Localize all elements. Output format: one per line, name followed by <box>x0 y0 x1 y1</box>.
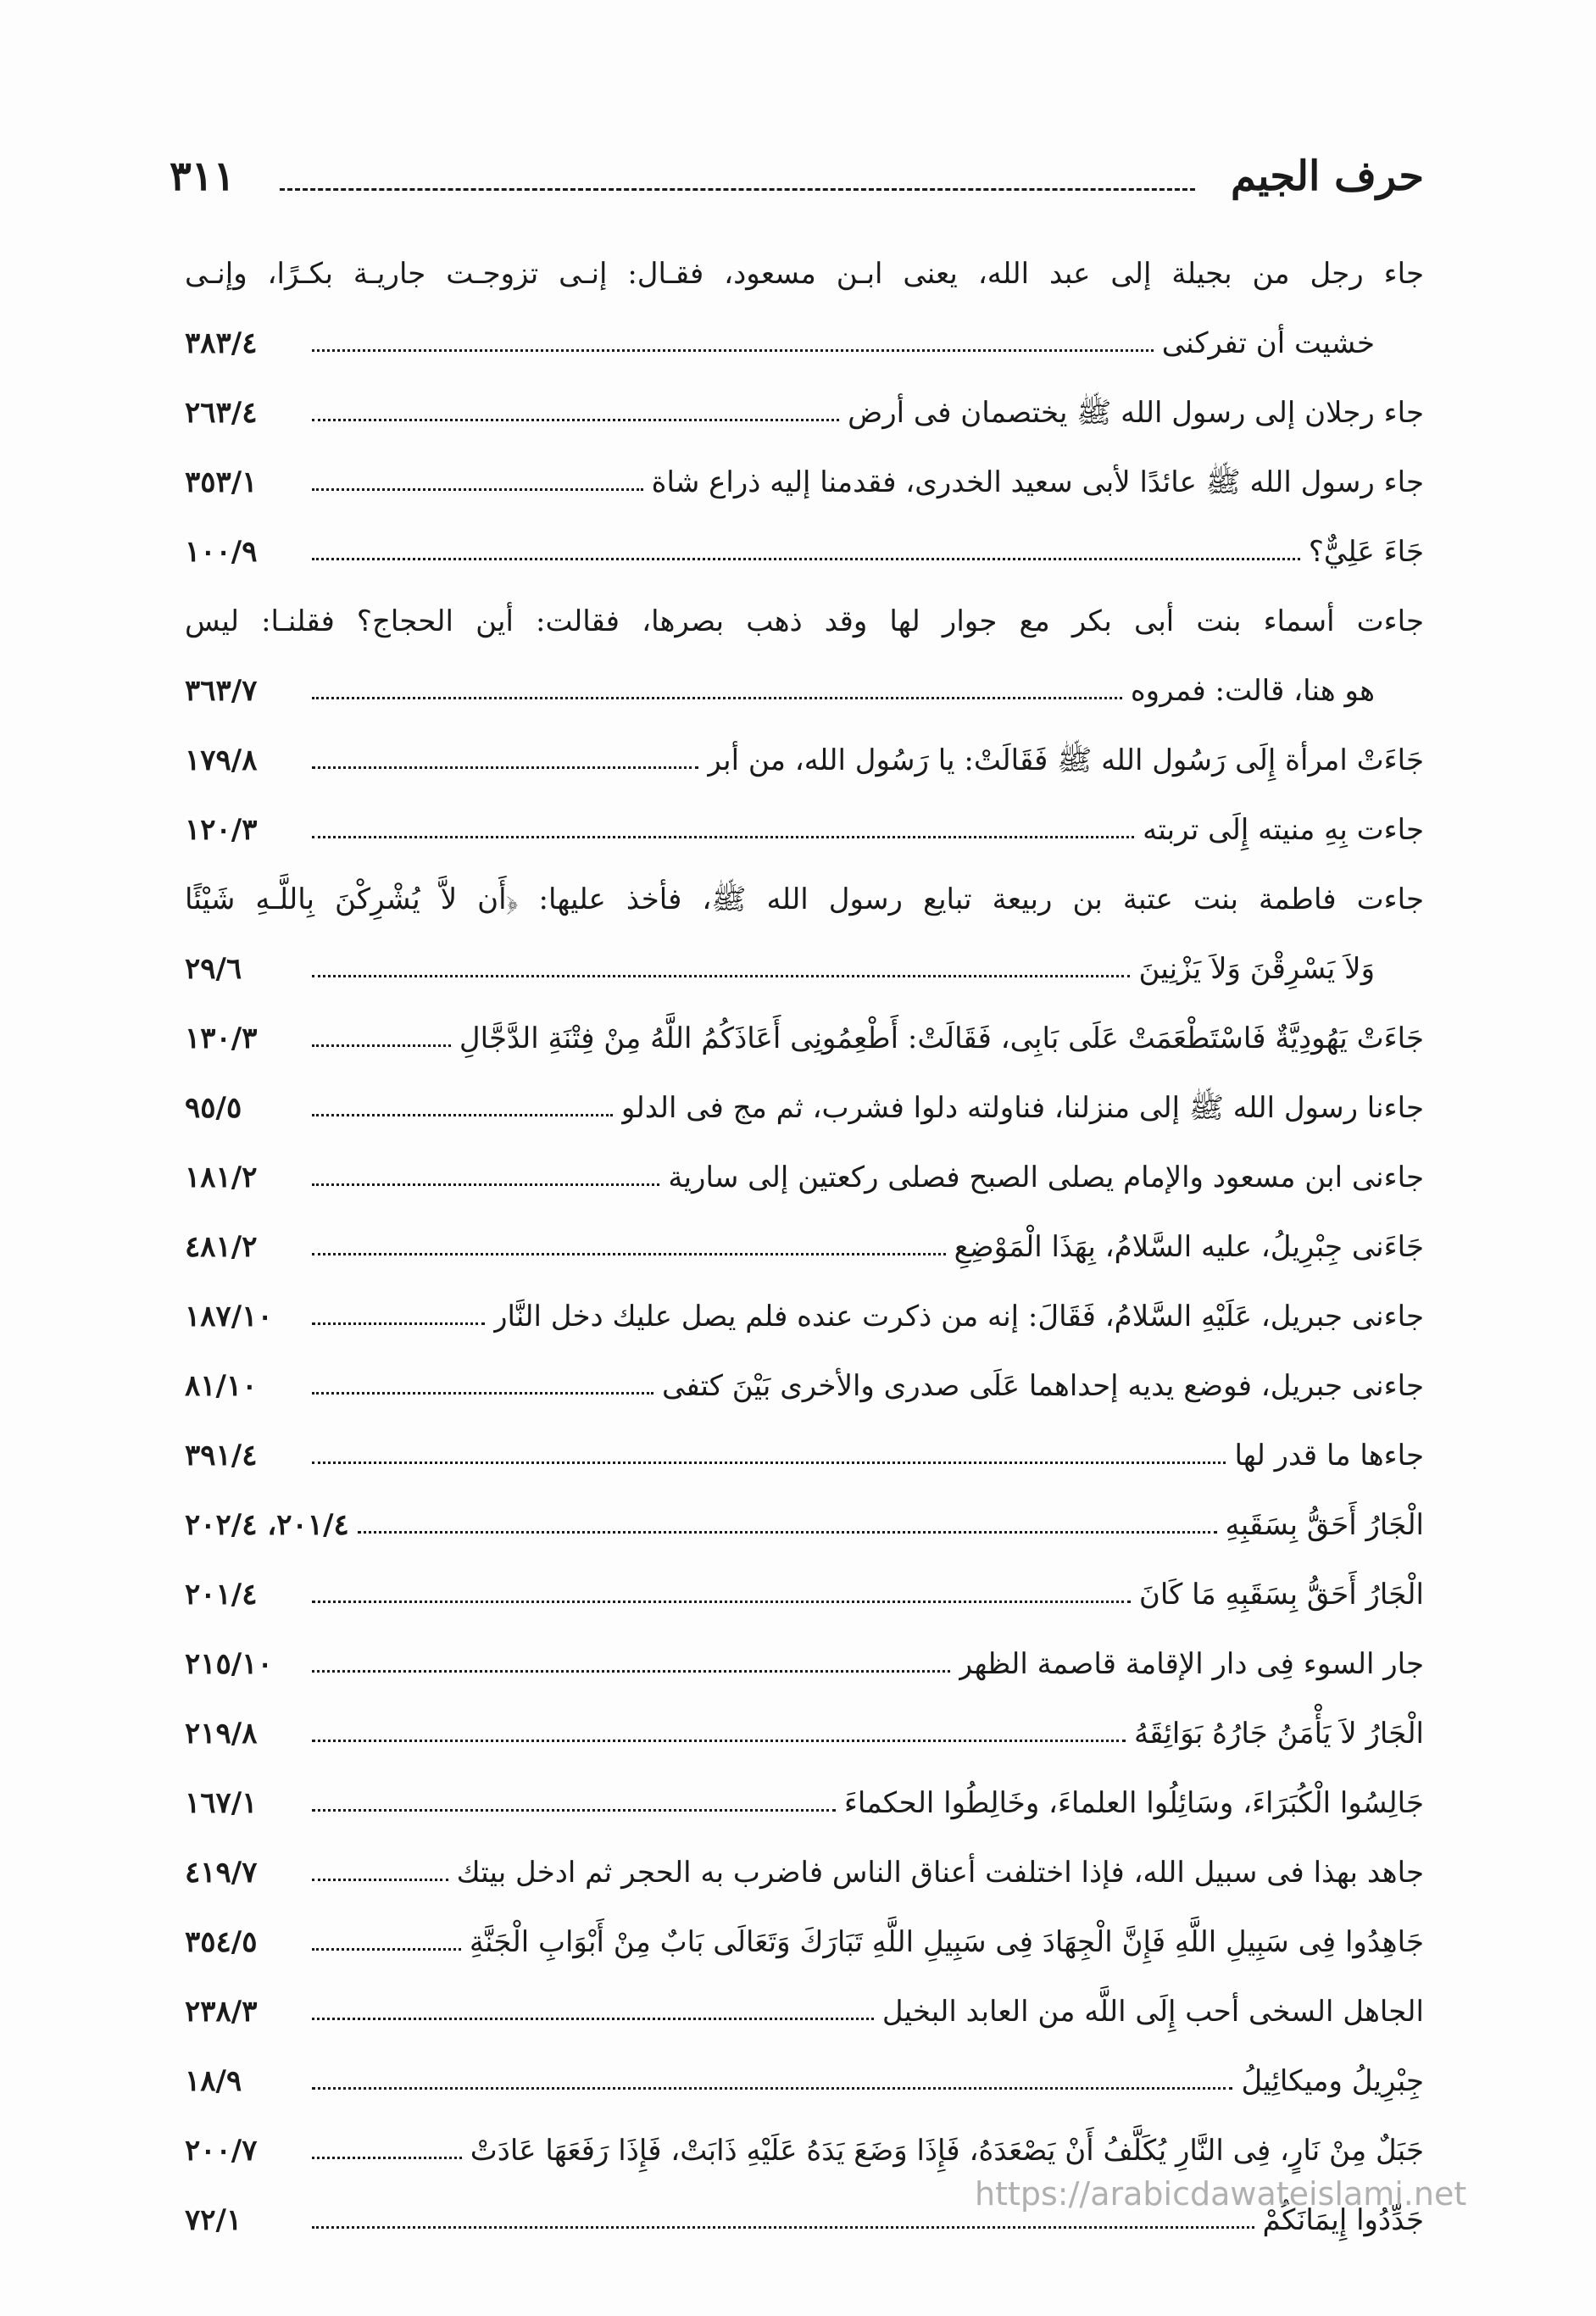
volume-page-ref: ٩٥/٥ <box>185 1091 242 1125</box>
index-entry <box>185 865 1424 1004</box>
volume-page-ref: ٣٩١/٤ <box>185 1439 258 1473</box>
dot-leader <box>312 1809 836 1812</box>
volume-page-ref: ٢٣٨/٣ <box>185 1995 258 2029</box>
entry-line <box>185 1421 1424 1490</box>
dot-leader <box>312 1461 1226 1464</box>
entry-line <box>185 1838 1424 1907</box>
dot-leader <box>312 419 839 421</box>
volume-page-ref: ٢١٩/٨ <box>185 1717 258 1751</box>
entry-text: وَلاَ يَسْرِقْنَ وَلاَ يَزْنِينَ <box>1138 952 1375 986</box>
entry-line <box>185 309 1424 378</box>
page-number: ٣١١ <box>170 153 236 200</box>
index-entry <box>185 1768 1424 1838</box>
entry-text: جار السوء فِى دار الإقامة قاصمة الظهر <box>958 1647 1424 1681</box>
entry-line <box>185 517 1424 587</box>
index-entry <box>185 1560 1424 1629</box>
entry-text: الجاهل السخى أحب إِلَى اللَّه من العابد البخيل <box>881 1995 1424 2029</box>
index-entry <box>185 1490 1424 1560</box>
entry-text: جاء رجلان إلى رسول الله ﷺ يختصمان فى أرض <box>848 396 1424 430</box>
entry-text: جَبَلٌ مِنْ نَارٍ، فِى النَّارِ يُكَلَّفُ أَنْ يَصْعَدَهُ، فَإِذَا وَضَعَ يَدَهُ عَلَيْهِ ذَابَتْ، فَإِذَا رَفَعَهَا عَادَتْ <box>470 2134 1424 2168</box>
dot-leader <box>312 558 1300 560</box>
index-entry <box>185 2046 1424 2116</box>
index-entry <box>185 1212 1424 1282</box>
entry-line <box>185 378 1424 448</box>
entry-text: جاءنى جبريل، فوضع يديه إحداهما عَلَى صدرى والأخرى بَيْنَ كتفى <box>661 1369 1424 1403</box>
entry-text: جاءنى جبريل، عَلَيْهِ السَّلامُ، فَقَالَ: إنه من ذكرت عنده فلم يصل عليك دخل النَّار <box>493 1300 1424 1333</box>
entry-text: جاهد بهذا فى سبيل الله، فإذا اختلفت أعناق الناس فاضرب به الحجر ثم ادخل بيتك <box>456 1856 1424 1890</box>
index-entry <box>185 1907 1424 1977</box>
volume-page-ref: ١٧٩/٨ <box>185 743 258 777</box>
volume-page-ref: ٤١٩/٧ <box>185 1856 258 1890</box>
dot-leader <box>312 2226 1254 2229</box>
index-entry <box>185 1143 1424 1212</box>
volume-page-ref: ٣٨٣/٤ <box>185 326 258 360</box>
index-entry <box>185 378 1424 448</box>
entry-text: الْجَارُ أَحَقُّ بِسَقَبِهِ مَا كَانَ <box>1138 1578 1424 1612</box>
entry-line <box>185 1004 1424 1073</box>
dot-leader <box>312 2018 874 2020</box>
hadith-index-list <box>185 239 1424 2255</box>
header-dashed-rule <box>280 188 1195 191</box>
volume-page-ref: ٢٦٣/٤ <box>185 396 258 430</box>
entry-text: جَاءَتْ امرأة إِلَى رَسُول الله ﷺ فَقَالَتْ: يا رَسُول الله، من أبر <box>707 743 1424 777</box>
dot-leader <box>312 1253 946 1255</box>
index-entry <box>185 517 1424 587</box>
entry-text: جَدِّدُوا إِيمَانَكُمْ <box>1262 2203 1424 2237</box>
entry-text: جاء رسول الله ﷺ عائدًا لأبى سعيد الخدرى، فقدمنا إليه ذراع شاة <box>651 465 1424 499</box>
volume-page-ref: ٢١٥/١٠ <box>185 1647 273 1681</box>
entry-line <box>185 1907 1424 1977</box>
index-entry <box>185 726 1424 795</box>
dot-leader <box>312 1114 613 1116</box>
dot-leader <box>312 1044 451 1047</box>
chapter-title: حرف الجيم <box>1231 153 1424 200</box>
entry-text: جَاءَتْ يَهُودِيَّةٌ فَاسْتَطْعَمَتْ عَلَى بَابِى، فَقَالَتْ: أَطْعِمُونِى أَعَاذَكُمُ اللَّهُ مِنْ فِتْنَةِ الدَّجَّالِ <box>459 1022 1424 1055</box>
volume-page-ref: ٢٠١/٤، ٢٠٢/٤ <box>185 1508 349 1542</box>
dot-leader <box>312 836 1134 838</box>
volume-page-ref: ٣٥٣/١ <box>185 465 258 499</box>
volume-page-ref: ١٢٠/٣ <box>185 813 258 847</box>
entry-text: جاءنا رسول الله ﷺ إلى منزلنا، فناولته دلوا فشرب، ثم مج فى الدلو <box>620 1091 1424 1125</box>
entry-line <box>185 1977 1424 2046</box>
dot-leader <box>312 975 1130 977</box>
entry-line <box>185 1351 1424 1421</box>
entry-line <box>185 726 1424 795</box>
entry-line <box>185 1768 1424 1838</box>
entry-text: جِبْرِيلُ وميكائِيلُ <box>1241 2064 1424 2098</box>
entry-text: جاءنى ابن مسعود والإمام يصلى الصبح فصلى ركعتين إلى سارية <box>668 1161 1424 1194</box>
volume-page-ref: ٣٦٣/٧ <box>185 674 258 708</box>
volume-page-ref: ٢٠٠/٧ <box>185 2134 258 2168</box>
volume-page-ref: ٢٩/٦ <box>185 952 242 986</box>
dot-leader <box>312 2087 1232 2090</box>
dot-leader <box>312 1879 448 1881</box>
volume-page-ref: ١٨١/٢ <box>185 1161 258 1194</box>
entry-line <box>185 2046 1424 2116</box>
entry-line <box>185 239 1424 309</box>
entry-text: الْجَارُ لاَ يَأْمَنُ جَارُهُ بَوَائِقَهُ <box>1133 1717 1424 1751</box>
index-entry <box>185 1977 1424 2046</box>
dot-leader <box>312 766 698 769</box>
entry-text: جاءها ما قدر لها <box>1234 1439 1424 1473</box>
index-entry <box>185 239 1424 378</box>
index-entry <box>185 1838 1424 1907</box>
entry-line <box>185 934 1424 1004</box>
entry-line <box>185 587 1424 656</box>
entry-text: جاءت أسماء بنت أبى بكر مع جوار لها وقد ذهب بصرها، فقالت: أين الحجاج؟ فقلنـا: ليس <box>185 604 1424 638</box>
volume-page-ref: ١٦٧/١ <box>185 1786 258 1820</box>
dot-leader <box>312 1670 950 1673</box>
entry-text: الْجَارُ أَحَقُّ بِسَقَبِهِ <box>1225 1508 1424 1542</box>
volume-page-ref: ١٨٧/١٠ <box>185 1300 273 1333</box>
dot-leader <box>312 1948 461 1951</box>
entry-text: جَالِسُوا الْكُبَرَاءَ، وسَائِلُوا العلماءَ، وخَالِطُوا الحكماءَ <box>843 1786 1424 1820</box>
entry-line <box>185 1282 1424 1351</box>
dot-leader <box>312 1392 653 1395</box>
dot-leader <box>312 1183 659 1186</box>
entry-text: جَاءَ عَلِيٌّ؟ <box>1308 535 1424 569</box>
page-header <box>170 153 1424 212</box>
entry-line <box>185 1629 1424 1699</box>
index-entry <box>185 1699 1424 1768</box>
volume-page-ref: ٢٠١/٤ <box>185 1578 258 1612</box>
entry-text: جاء رجل من بجيلة إلى عبد الله، يعنى ابـن مسعود، فقـال: إنـى تزوجـت جاريـة بكـرًا، وإنـى <box>185 257 1424 291</box>
entry-text: هو هنا، قالت: فمروه <box>1130 674 1375 708</box>
volume-page-ref: ٨١/١٠ <box>185 1369 258 1403</box>
dot-leader <box>312 1322 485 1325</box>
volume-page-ref: ٤٨١/٢ <box>185 1230 258 1264</box>
index-entry <box>185 1073 1424 1143</box>
index-entry <box>185 1421 1424 1490</box>
index-entry <box>185 1629 1424 1699</box>
index-entry <box>185 1004 1424 1073</box>
entry-text: جَاهِدُوا فِى سَبِيلِ اللَّهِ فَإِنَّ الْجِهَادَ فِى سَبِيلِ اللَّهِ تَبَارَكَ وَتَعَالَى بَابٌ مِنْ أَبْوَابِ الْجَنَّةِ <box>469 1925 1424 1959</box>
index-entry <box>185 448 1424 517</box>
dot-leader <box>312 1740 1126 1742</box>
entry-line <box>185 795 1424 865</box>
index-entry <box>185 795 1424 865</box>
index-entry <box>185 1282 1424 1351</box>
index-entry <box>185 1351 1424 1421</box>
entry-line <box>185 1073 1424 1143</box>
entry-text: جاءت بِهِ منيته إِلَى تربته <box>1143 813 1424 847</box>
entry-line <box>185 1490 1424 1560</box>
watermark-url: https://arabicdawateislami.net <box>975 2175 1467 2213</box>
entry-line <box>185 1212 1424 1282</box>
volume-page-ref: ١٠٠/٩ <box>185 535 258 569</box>
entry-line <box>185 865 1424 934</box>
entry-line <box>185 1560 1424 1629</box>
entry-line <box>185 656 1424 726</box>
volume-page-ref: ٣٥٤/٥ <box>185 1925 258 1959</box>
dot-leader <box>312 697 1122 699</box>
dot-leader <box>312 349 1154 352</box>
entry-text: جاءت فاطمة بنت عتبة بن ربيعة تبايع رسول الله ﷺ، فأخذ عليها: ﴿أَن لاَّ يُشْرِكْنَ بِاللَّـهِ شَيْئًا <box>185 882 1424 916</box>
dot-leader <box>312 2157 462 2159</box>
entry-line <box>185 1699 1424 1768</box>
entry-text: جَاءَنى جِبْرِيلُ، عليه السَّلامُ، بِهَذَا الْمَوْضِعِ <box>954 1230 1424 1264</box>
volume-page-ref: ٧٢/١ <box>185 2203 242 2237</box>
volume-page-ref: ١٨/٩ <box>185 2064 242 2098</box>
volume-page-ref: ١٣٠/٣ <box>185 1022 258 1055</box>
dot-leader <box>358 1531 1217 1534</box>
index-entry <box>185 587 1424 726</box>
entry-line <box>185 1143 1424 1212</box>
entry-line <box>185 448 1424 517</box>
dot-leader <box>312 1601 1131 1603</box>
entry-text: خشيت أن تفركنى <box>1161 326 1375 360</box>
dot-leader <box>312 488 643 491</box>
